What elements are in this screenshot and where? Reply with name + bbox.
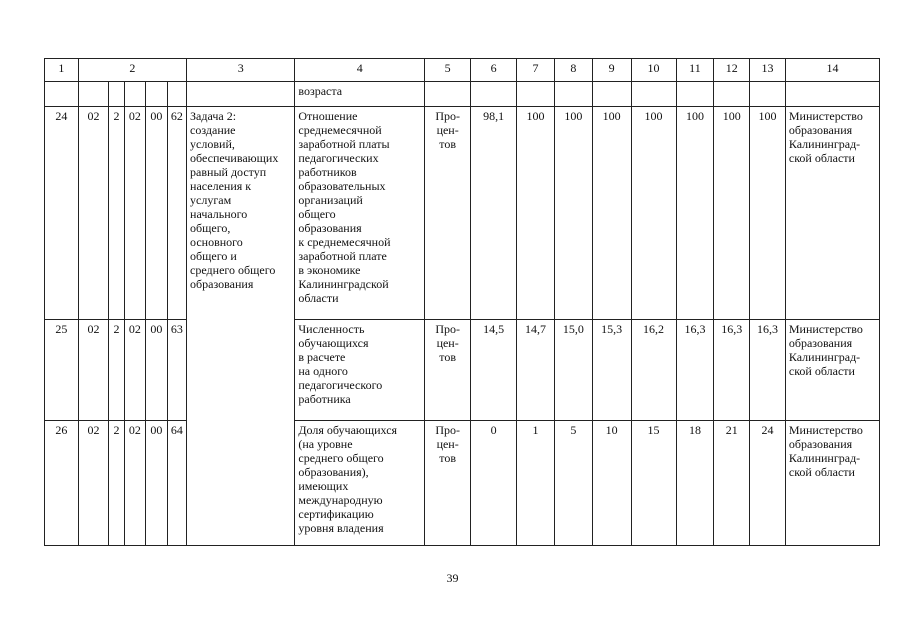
value-cell: 100 [517, 107, 555, 320]
row-number: 25 [45, 320, 79, 421]
code-cell: 00 [146, 107, 167, 320]
value-cell: 16,3 [676, 320, 714, 421]
indicator-name: Отношение среднемесячной заработной платы педагогических работников образовательных организаций общего образования к среднемесячной заработной плате в экономике Калининградской области [295, 107, 425, 320]
header-col-13: 13 [750, 59, 786, 82]
value-cell: 16,3 [750, 320, 786, 421]
responsible-cell: Министерство образования Калининград- ской области [785, 421, 879, 546]
value-cell: 14,7 [517, 320, 555, 421]
continued-indicator-text: возраста [295, 82, 425, 107]
header-col-3: 3 [187, 59, 295, 82]
continuation-row [45, 82, 880, 107]
value-cell: 0 [471, 421, 517, 546]
unit-cell: Про- цен- тов [425, 107, 471, 320]
value-cell: 100 [714, 107, 750, 320]
table-row [45, 320, 880, 421]
value-cell: 15,3 [592, 320, 631, 421]
code-cell: 02 [124, 421, 145, 546]
value-cell: 16,3 [714, 320, 750, 421]
indicator-name: Численность обучающихся в расчете на одного педагогического работника [295, 320, 425, 421]
code-cell: 2 [109, 320, 124, 421]
unit-cell: Про- цен- тов [425, 320, 471, 421]
code-cell: 00 [146, 320, 167, 421]
page-number: 39 [446, 571, 459, 585]
header-col-8: 8 [554, 59, 592, 82]
indicators-table [44, 58, 880, 546]
value-cell: 16,2 [631, 320, 676, 421]
code-cell: 02 [78, 421, 109, 546]
code-cell: 02 [124, 107, 145, 320]
responsible-cell: Министерство образования Калининград- ской области [785, 107, 879, 320]
value-cell: 21 [714, 421, 750, 546]
indicator-name: Доля обучающихся (на уровне среднего общего образования), имеющих международную сертификацию уровня владения [295, 421, 425, 546]
value-cell: 100 [554, 107, 592, 320]
value-cell: 98,1 [471, 107, 517, 320]
header-col-9: 9 [592, 59, 631, 82]
code-cell: 2 [109, 107, 124, 320]
code-cell: 02 [78, 320, 109, 421]
value-cell: 14,5 [471, 320, 517, 421]
row-number: 24 [45, 107, 79, 320]
value-cell: 15 [631, 421, 676, 546]
value-cell: 1 [517, 421, 555, 546]
header-col-4: 4 [295, 59, 425, 82]
value-cell: 100 [676, 107, 714, 320]
responsible-cell: Министерство образования Калининград- ской области [785, 320, 879, 421]
code-cell: 02 [78, 107, 109, 320]
header-col-6: 6 [471, 59, 517, 82]
value-cell: 100 [750, 107, 786, 320]
table-row [45, 107, 880, 320]
value-cell: 15,0 [554, 320, 592, 421]
code-cell: 00 [146, 421, 167, 546]
code-cell: 2 [109, 421, 124, 546]
value-cell: 18 [676, 421, 714, 546]
code-cell: 02 [124, 320, 145, 421]
value-cell: 24 [750, 421, 786, 546]
task-description: Задача 2: создание условий, обеспечивающих равный доступ населения к услугам начального общего, основного общего и среднего общего образования [187, 107, 295, 546]
header-col-11: 11 [676, 59, 714, 82]
header-row [45, 59, 880, 82]
header-col-10: 10 [631, 59, 676, 82]
value-cell: 10 [592, 421, 631, 546]
value-cell: 100 [631, 107, 676, 320]
header-col-7: 7 [517, 59, 555, 82]
table-row [45, 421, 880, 546]
header-col-5: 5 [425, 59, 471, 82]
header-col-14: 14 [785, 59, 879, 82]
code-cell: 63 [167, 320, 186, 421]
header-col-12: 12 [714, 59, 750, 82]
value-cell: 100 [592, 107, 631, 320]
header-col-1: 1 [45, 59, 79, 82]
code-cell: 64 [167, 421, 186, 546]
code-cell: 62 [167, 107, 186, 320]
row-number: 26 [45, 421, 79, 546]
header-col-2: 2 [78, 59, 186, 82]
value-cell: 5 [554, 421, 592, 546]
unit-cell: Про- цен- тов [425, 421, 471, 546]
